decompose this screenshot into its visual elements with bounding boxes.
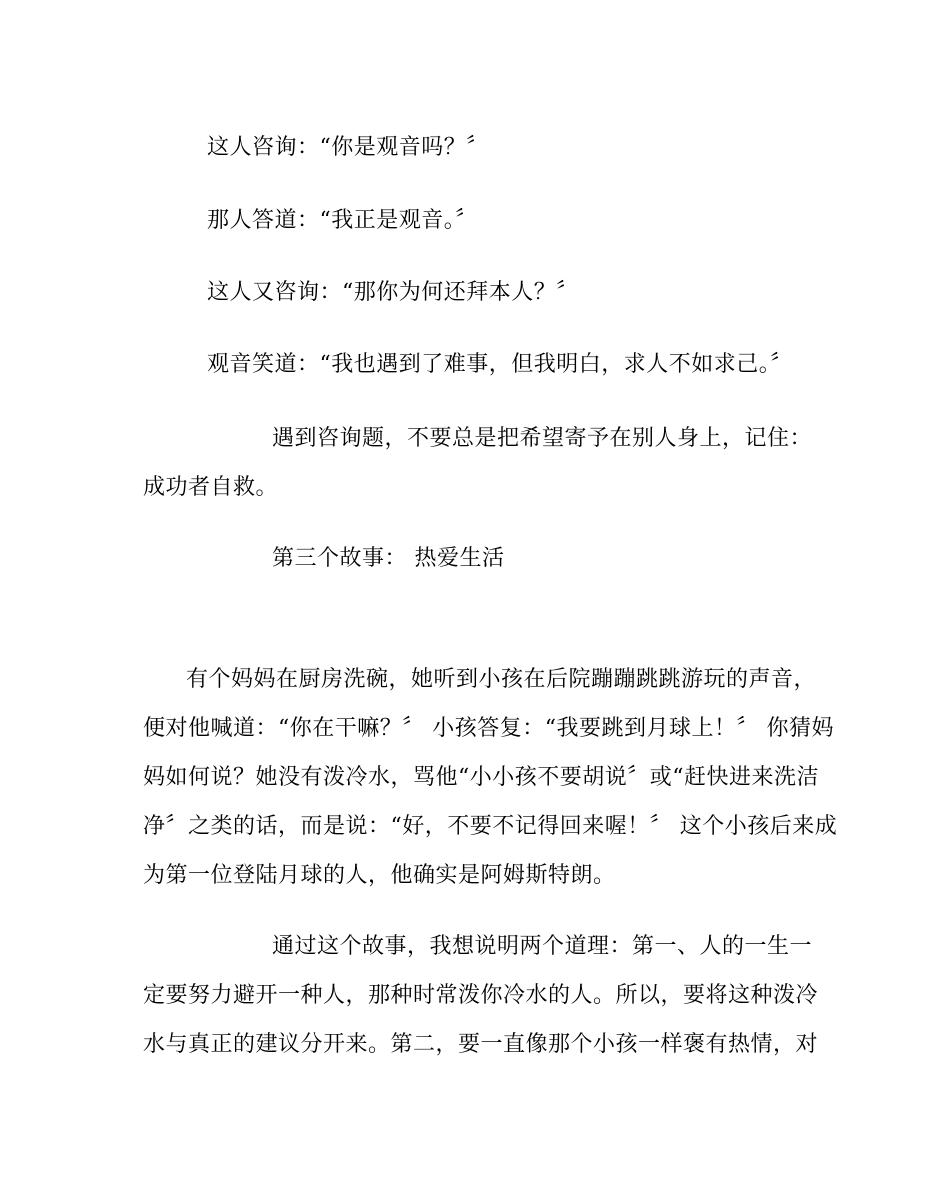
section-heading: 第三个故事： 热爱生活: [272, 546, 505, 571]
lesson-line: 水与真正的建议分开来。第二，要一直像那个小孩一样褒有热情，对: [143, 1032, 819, 1057]
dialogue-line: 这人又咨询：“那你为何还拜本人？〞: [207, 280, 579, 305]
story-line: 净〞之类的话，而是说：“好，不要不记得回来喔！〞 这个小孩后来成: [143, 814, 838, 839]
lesson-line: 通过这个故事，我想说明两个道理：第一、人的一生一: [272, 934, 813, 959]
lesson-line: 定要努力避开一种人，那种时常泼你冷水的人。所以，要将这种泼冷: [143, 983, 819, 1008]
story-line: 为第一位登陆月球的人，他确实是阿姆斯特朗。: [143, 863, 616, 888]
moral-line: 遇到咨询题，不要总是把希望寄予在别人身上，记住：: [272, 426, 813, 451]
story-line: 妈如何说？她没有泼冷水，骂他“小小孩不要胡说〞或“赶快进来洗洁: [143, 765, 819, 790]
moral-line: 成功者自救。: [143, 475, 279, 500]
dialogue-line: 观音笑道：“我也遇到了难事，但我明白，求人不如求己。〞: [207, 352, 793, 377]
story-line: 便对他喊道：“你在干嘛？〞 小孩答复：“我要跳到月球上！〞 你猜妈: [143, 716, 834, 741]
dialogue-line: 这人咨询：“你是观音吗？〞: [207, 135, 489, 160]
story-line: 有个妈妈在厨房洗碗，她听到小孩在后院蹦蹦跳跳游玩的声音，: [186, 667, 817, 692]
dialogue-line: 那人答道：“我正是观音。〞: [207, 208, 478, 233]
